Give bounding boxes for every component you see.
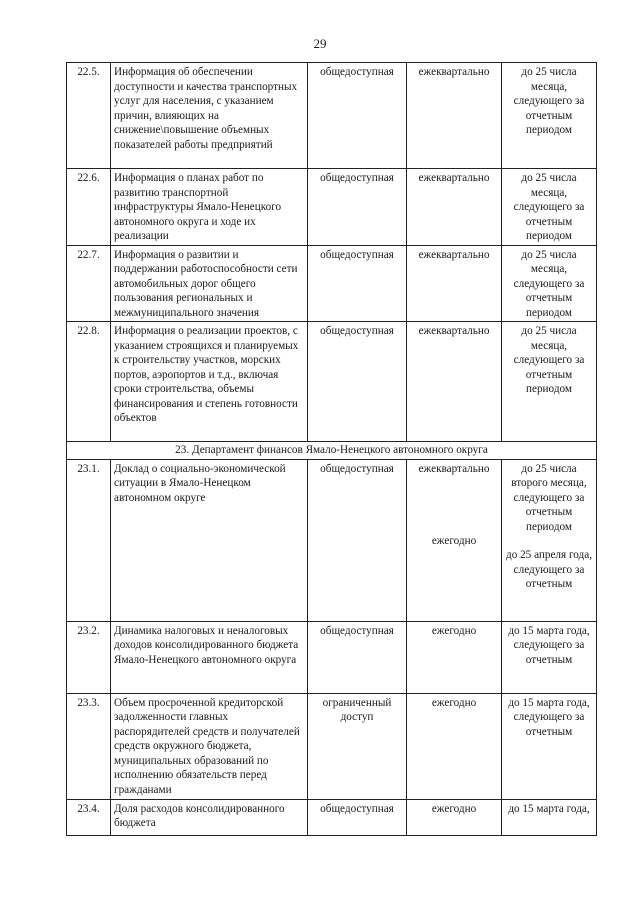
row-access: общедоступная (308, 322, 407, 442)
row-deadline: до 25 числа месяца, следующего за отчетным периодом (502, 63, 597, 169)
cell-spacer (505, 534, 593, 548)
row-description: Объем просроченной кредиторской задолженности главных распорядителей средств и получателей средств окружного бюджета, муниципальных образований по исполнению обязательств перед гражданами (111, 693, 308, 799)
row-number: 22.5. (67, 63, 111, 169)
row-number: 23.3. (67, 693, 111, 799)
row-access: общедоступная (308, 245, 407, 322)
row-deadline (502, 459, 597, 621)
row-frequency: ежеквартально (407, 63, 502, 169)
section-title: 23. Департамент финансов Ямало-Ненецкого автономного округа (67, 442, 597, 460)
row-frequency-annual: ежегодно (431, 535, 477, 547)
row-access: общедоступная (308, 169, 407, 246)
row-frequency: ежеквартально (407, 322, 502, 442)
row-number: 23.2. (67, 621, 111, 693)
section-header-row (67, 442, 597, 460)
row-description: Доклад о социально-экономической ситуации в Ямало-Ненецком автономном округе (111, 459, 308, 621)
row-number: 22.8. (67, 322, 111, 442)
row-access: ограниченный доступ (308, 693, 407, 799)
row-description: Информация о реализации проектов, с указанием строящихся и планируемых к строительству участков, морских портов, аэропортов и т.д., включая сроки строительства, объемы финансирования и степень готовности объектов (111, 322, 308, 442)
row-deadline-quarterly: до 25 числа второго месяца, следующего за отчетным периодом (511, 462, 587, 533)
table-row (67, 459, 597, 621)
row-description: Информация о развитии и поддержании работоспособности сети автомобильных дорог общего пользования региональных и межмуниципального значения (111, 245, 308, 322)
row-deadline: до 15 марта года, (502, 799, 597, 835)
row-access: общедоступная (308, 799, 407, 835)
row-access: общедоступная (308, 621, 407, 693)
table-row (67, 169, 597, 246)
row-number: 23.4. (67, 799, 111, 835)
row-description: Информация об обеспечении доступности и качества транспортных услуг для населения, с указанием причин, влияющих на снижение\повышение объемных показателей работы предприятий (111, 63, 308, 169)
page-number: 29 (313, 36, 327, 51)
table-row (67, 245, 597, 322)
row-deadline: до 25 числа месяца, следующего за отчетным периодом (502, 322, 597, 442)
table-row (67, 322, 597, 442)
row-frequency: ежеквартально (407, 245, 502, 322)
cell-spacer (410, 476, 498, 534)
row-number: 22.6. (67, 169, 111, 246)
row-deadline: до 25 числа месяца, следующего за отчетным периодом (502, 245, 597, 322)
row-frequency-quarterly: ежеквартально (418, 462, 490, 475)
table-row (67, 693, 597, 799)
row-access: общедоступная (308, 459, 407, 621)
row-deadline-annual: до 25 апреля года, следующего за отчетным (506, 549, 592, 590)
row-deadline: до 15 марта года, следующего за отчетным (502, 621, 597, 693)
row-number: 22.7. (67, 245, 111, 322)
row-frequency (407, 459, 502, 621)
table-row (67, 63, 597, 169)
row-frequency: ежегодно (407, 693, 502, 799)
row-frequency: ежеквартально (407, 169, 502, 246)
row-frequency: ежегодно (407, 621, 502, 693)
table-row (67, 799, 597, 835)
row-access: общедоступная (308, 63, 407, 169)
row-deadline: до 15 марта года, следующего за отчетным (502, 693, 597, 799)
row-number: 23.1. (67, 459, 111, 621)
row-deadline: до 25 числа месяца, следующего за отчетным периодом (502, 169, 597, 246)
table-row (67, 621, 597, 693)
row-description: Доля расходов консолидированного бюджета (111, 799, 308, 835)
row-description: Информация о планах работ по развитию транспортной инфраструктуры Ямало-Ненецкого автономного округа и ходе их реализации (111, 169, 308, 246)
document-table (66, 62, 597, 836)
row-description: Динамика налоговых и неналоговых доходов консолидированного бюджета Ямало-Ненецкого автономного округа (111, 621, 308, 693)
row-frequency: ежегодно (407, 799, 502, 835)
